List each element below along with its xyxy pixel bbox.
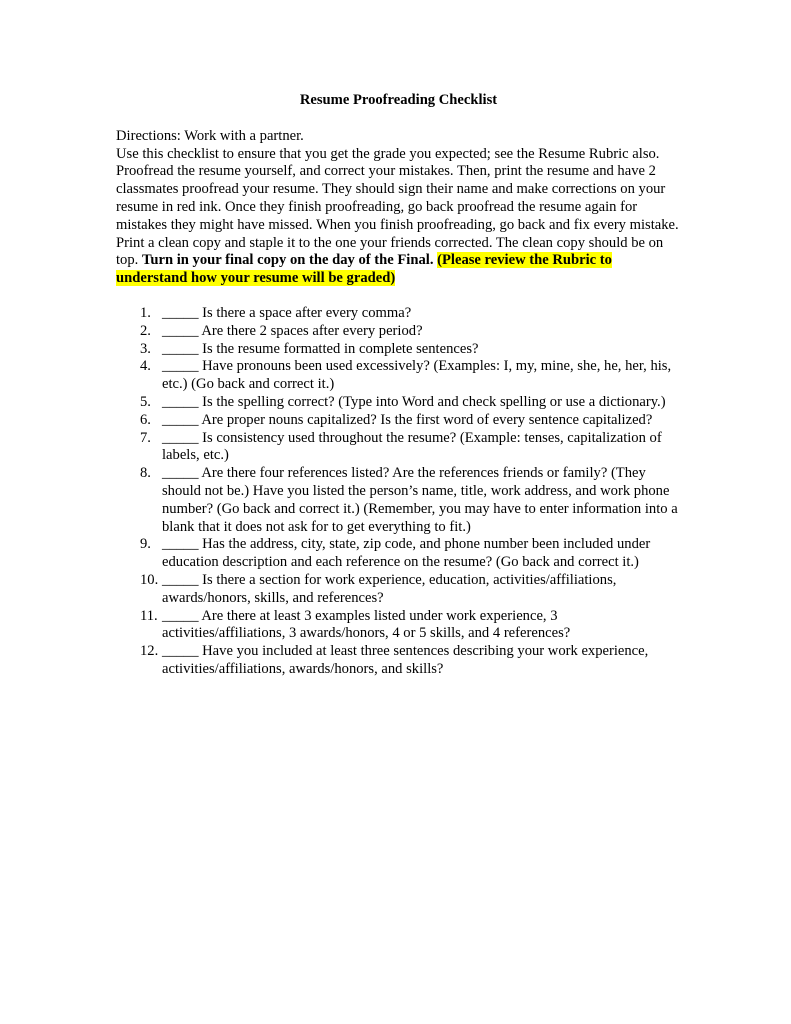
checklist-item-text: _____ Are proper nouns capitalized? Is the first word of every sentence capitalized? [162, 411, 653, 428]
document-page [116, 92, 681, 679]
directions-label: Directions: Work with a partner. [116, 127, 304, 144]
directions-body-text: Use this checklist to ensure that you get the grade you expected; see the Resume Rubric also. Proofread the resume yourself, and correct your mistakes. Then, print the resume and have 2 classmates proofread your resume. They should sign their name and make corrections on your resume in red ink. Once they finish proofreading, go back proofread the resume again for mistakes they might have missed. When you finish proofreading, go back and fix every mistake. Print a clean copy and staple it to the one your friends corrected. The clean copy should be on top. [116, 145, 679, 269]
checklist-item-text: _____ Is there a space after every comma? [162, 304, 412, 321]
checklist-item-number: 5. [140, 393, 151, 410]
checklist-item-text: _____ Is consistency used throughout the resume? (Example: tenses, capitalization of labels, etc.) [162, 429, 662, 464]
checklist-item-number: 4. [140, 358, 151, 375]
checklist-item [116, 643, 681, 679]
checklist-item [116, 323, 681, 341]
directions-paragraph [116, 146, 681, 288]
directions-highlight-text: (Please review the Rubric to understand how your resume will be graded) [116, 252, 612, 287]
checklist-item-number: 11. [140, 607, 158, 624]
checklist-item-text: _____ Are there four references listed? Are the references friends or family? (They should not be.) Have you listed the person’s name, title, work address, and work phone number? (Go back and correct it.) (Remember, you may have to enter information into a blank that it does not ask for to get everything to fit.) [162, 465, 678, 535]
checklist-item-number: 12. [140, 643, 159, 660]
checklist-item-text: _____ Has the address, city, state, zip code, and phone number been included under education description and each reference on the resume? (Go back and correct it.) [162, 536, 651, 571]
checklist-item-number: 7. [140, 429, 151, 446]
checklist-item [116, 305, 681, 323]
checklist-item-text: _____ Have pronouns been used excessively? (Examples: I, my, mine, she, he, her, his, etc.) (Go back and correct it.) [162, 358, 672, 393]
checklist-item-text: _____ Is the spelling correct? (Type into Word and check spelling or use a dictionary.) [162, 393, 666, 410]
checklist-item [116, 394, 681, 412]
document-title: Resume Proofreading Checklist [299, 92, 498, 108]
checklist-item-text: _____ Is the resume formatted in complete sentences? [162, 340, 479, 357]
checklist-item [116, 412, 681, 430]
checklist-item [116, 572, 681, 608]
checklist-item-number: 6. [140, 411, 151, 428]
checklist-item-number: 2. [140, 322, 151, 339]
checklist-item-text: _____ Are there 2 spaces after every period? [162, 322, 423, 339]
checklist-item-number: 1. [140, 304, 151, 321]
checklist-item-text: _____ Have you included at least three sentences describing your work experience, activities/affiliations, awards/honors, and skills? [162, 643, 649, 677]
checklist-item-text: _____ Is there a section for work experience, education, activities/affiliations, awards/honors, skills, and references? [162, 571, 617, 606]
checklist-item [116, 465, 681, 536]
checklist-item [116, 608, 681, 644]
checklist-item [116, 430, 681, 466]
checklist-item [116, 341, 681, 359]
checklist-item [116, 358, 681, 394]
checklist-item [116, 536, 681, 572]
checklist-item-number: 9. [140, 536, 151, 553]
checklist [116, 305, 681, 679]
checklist-item-number: 8. [140, 465, 151, 482]
directions-bold-text: Turn in your final copy on the day of the Final. [141, 252, 434, 269]
checklist-item-number: 10. [140, 571, 159, 588]
checklist-item-text: _____ Are there at least 3 examples listed under work experience, 3 activities/affiliations, 3 awards/honors, 4 or 5 skills, and 4 references? [162, 607, 571, 642]
checklist-item-number: 3. [140, 340, 151, 357]
